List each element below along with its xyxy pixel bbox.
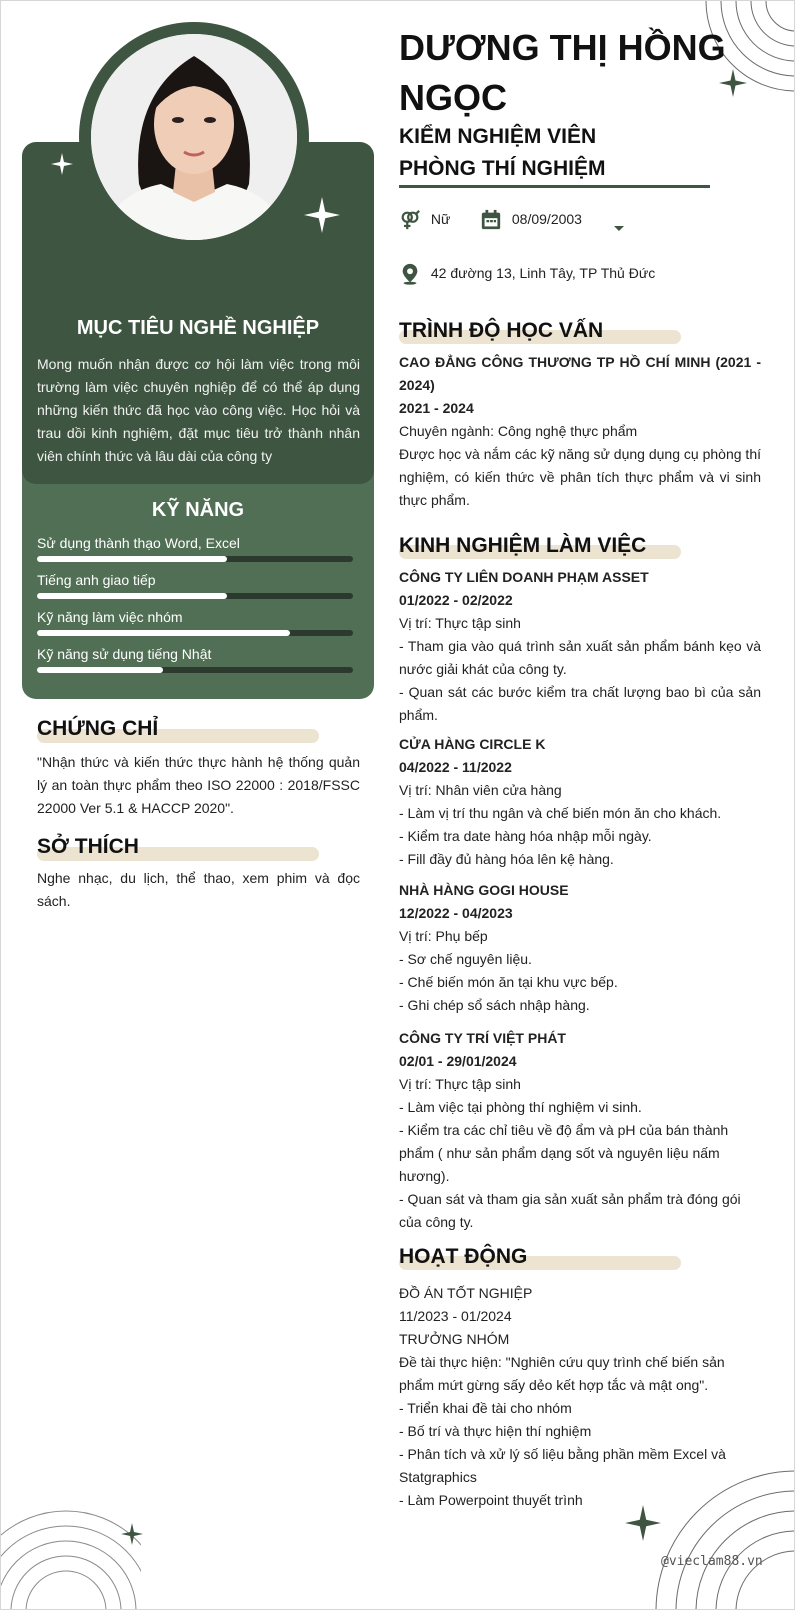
- job-period: 04/2022 - 11/2022: [399, 759, 512, 775]
- job-period: 02/01 - 29/01/2024: [399, 1053, 517, 1069]
- skill-bar-fill: [37, 667, 163, 673]
- calendar-icon: [480, 209, 502, 231]
- job-position: Vị trí: Nhân viên cửa hàng: [399, 782, 562, 798]
- skill-label: Sử dụng thành thạo Word, Excel: [37, 535, 240, 551]
- activity-role: TRƯỞNG NHÓM: [399, 1331, 510, 1347]
- experience-title: KINH NGHIỆM LÀM VIỆC: [399, 534, 647, 557]
- job-duty: - Chế biến món ăn tại khu vực bếp.: [399, 974, 618, 990]
- job-duty: - Kiểm tra date hàng hóa nhập mỗi ngày.: [399, 828, 652, 844]
- activity-line: - Làm Powerpoint thuyết trình: [399, 1492, 583, 1508]
- job-entry: [399, 879, 761, 1017]
- activity-block: [399, 1282, 761, 1512]
- birthdate-value: 08/09/2003: [511, 211, 582, 227]
- job-position: Vị trí: Thực tập sinh: [399, 615, 521, 631]
- activity-line: - Phân tích và xử lý số liệu bằng phần mềm Excel và Statgraphics: [399, 1446, 726, 1485]
- job-entry: [399, 1027, 761, 1234]
- chevron-down-icon: [613, 225, 625, 233]
- certificates-text: "Nhận thức và kiến thức thực hành hệ thống quản lý an toàn thực phẩm theo ISO 22000 : 2018/FSSC 22000 Ver 5.1 & HACCP 2020".: [37, 754, 360, 816]
- job-entry: [399, 566, 761, 727]
- hobbies-text: Nghe nhạc, du lịch, thể thao, xem phim và đọc sách.: [37, 870, 360, 909]
- activities-title: HOẠT ĐỘNG: [399, 1245, 528, 1268]
- education-school: CAO ĐẲNG CÔNG THƯƠNG TP HỒ CHÍ MINH (2021 - 2024): [399, 354, 761, 393]
- education-title: TRÌNH ĐỘ HỌC VẤN: [399, 319, 604, 342]
- skill-label: Kỹ năng làm việc nhóm: [37, 609, 183, 625]
- gender-icon: [399, 209, 421, 231]
- address-value: 42 đường 13, Linh Tây, TP Thủ Đức: [430, 265, 656, 281]
- education-block: [399, 351, 761, 512]
- job-title-line2: PHÒNG THÍ NGHIỆM: [399, 157, 606, 180]
- skill-label: Kỹ năng sử dụng tiếng Nhật: [37, 646, 212, 662]
- profile-photo: [91, 34, 297, 240]
- address-info: [399, 263, 655, 285]
- job-duty: - Kiểm tra các chỉ tiêu về độ ẩm và pH của bán thành phẩm ( như sản phẩm dạng sốt và nguyên liệu nấm hương).: [399, 1122, 729, 1184]
- job-duty: - Ghi chép sổ sách nhập hàng.: [399, 997, 590, 1013]
- education-period: 2021 - 2024: [399, 400, 474, 416]
- job-title-line1: KIỂM NGHIỆM VIÊN: [399, 125, 597, 148]
- sparkle-star-icon: [121, 1523, 143, 1545]
- education-description: Được học và nắm các kỹ năng sử dụng dụng cụ phòng thí nghiệm, có kiến thức về phân tích thực phẩm và vi sinh thực phẩm.: [399, 446, 761, 508]
- job-position: Vị trí: Phụ bếp: [399, 928, 488, 944]
- skill-label: Tiếng anh giao tiếp: [37, 572, 156, 588]
- job-duty: - Quan sát và tham gia sản xuất sản phẩm trà đóng gói của công ty.: [399, 1191, 741, 1230]
- skill-bar-fill: [37, 630, 290, 636]
- hobbies-title: SỞ THÍCH: [37, 835, 139, 858]
- activity-period: 11/2023 - 01/2024: [399, 1308, 512, 1324]
- activity-line: - Bố trí và thực hiện thí nghiệm: [399, 1423, 592, 1439]
- skills-title: KỸ NĂNG: [151, 499, 245, 521]
- job-duty: - Làm vị trí thu ngân và chế biến món ăn cho khách.: [399, 805, 722, 821]
- objective-title: MỤC TIÊU NGHỀ NGHIỆP: [76, 317, 320, 339]
- job-period: 01/2022 - 02/2022: [399, 592, 513, 608]
- job-company: CÔNG TY LIÊN DOANH PHẠM ASSET: [399, 569, 649, 585]
- skill-bar: [37, 556, 353, 562]
- skill-item: [37, 571, 353, 599]
- job-duty: - Tham gia vào quá trình sản xuất sản phẩm bánh kẹo và nước giải khát của công ty.: [399, 638, 761, 677]
- objective-text: Mong muốn nhận được cơ hội làm việc trong môi trường làm việc chuyên nghiệp để có thể áp dụng những kiến thức đã học vào công việc. Học hỏi và trau dồi kinh nghiệm, đặt mục tiêu trở thành nhân viên chính thức và lâu dài của công ty: [37, 356, 360, 464]
- birthdate-info: [480, 209, 582, 231]
- location-pin-icon: [399, 263, 421, 285]
- candidate-name: DƯƠNG THỊ HỒNG NGỌC: [399, 27, 726, 118]
- activity-line: Đề tài thực hiện: "Nghiên cứu quy trình chế biến sản phẩm mứt gừng sấy dẻo kết hợp tắc và mật ong".: [399, 1354, 725, 1393]
- skill-bar-fill: [37, 556, 227, 562]
- job-period: 12/2022 - 04/2023: [399, 905, 513, 921]
- skill-bar-fill: [37, 593, 227, 599]
- job-duty: - Sơ chế nguyên liệu.: [399, 951, 532, 967]
- skill-bar: [37, 667, 353, 673]
- education-major: Chuyên ngành: Công nghệ thực phẩm: [399, 423, 638, 439]
- gender-value: Nữ: [430, 211, 451, 227]
- skill-item: [37, 534, 353, 562]
- concentric-arc-decoration-bottom-left: [1, 1496, 141, 1610]
- skill-bar: [37, 630, 353, 636]
- header-divider: [399, 185, 710, 188]
- gender-info: [399, 209, 450, 231]
- activity-line: - Triển khai đề tài cho nhóm: [399, 1400, 572, 1416]
- watermark: @vieclam88.vn: [661, 1554, 763, 1569]
- job-duty: - Quan sát các bước kiểm tra chất lượng bao bì của sản phẩm.: [399, 684, 761, 723]
- skill-item: [37, 645, 353, 673]
- job-company: CỬA HÀNG CIRCLE K: [399, 736, 546, 752]
- job-position: Vị trí: Thực tập sinh: [399, 1076, 521, 1092]
- job-company: NHÀ HÀNG GOGI HOUSE: [399, 882, 569, 898]
- job-duty: - Fill đầy đủ hàng hóa lên kệ hàng.: [399, 851, 614, 867]
- sparkle-star-icon: [304, 197, 340, 233]
- skill-item: [37, 608, 353, 636]
- job-company: CÔNG TY TRÍ VIỆT PHÁT: [399, 1030, 566, 1046]
- activity-name: ĐỒ ÁN TỐT NGHIỆP: [399, 1285, 533, 1301]
- skill-bar: [37, 593, 353, 599]
- certificates-title: CHỨNG CHỈ: [37, 717, 159, 740]
- sparkle-star-icon: [51, 153, 73, 175]
- job-title: [399, 121, 729, 185]
- job-entry: [399, 733, 761, 871]
- job-duty: - Làm việc tại phòng thí nghiệm vi sinh.: [399, 1099, 642, 1115]
